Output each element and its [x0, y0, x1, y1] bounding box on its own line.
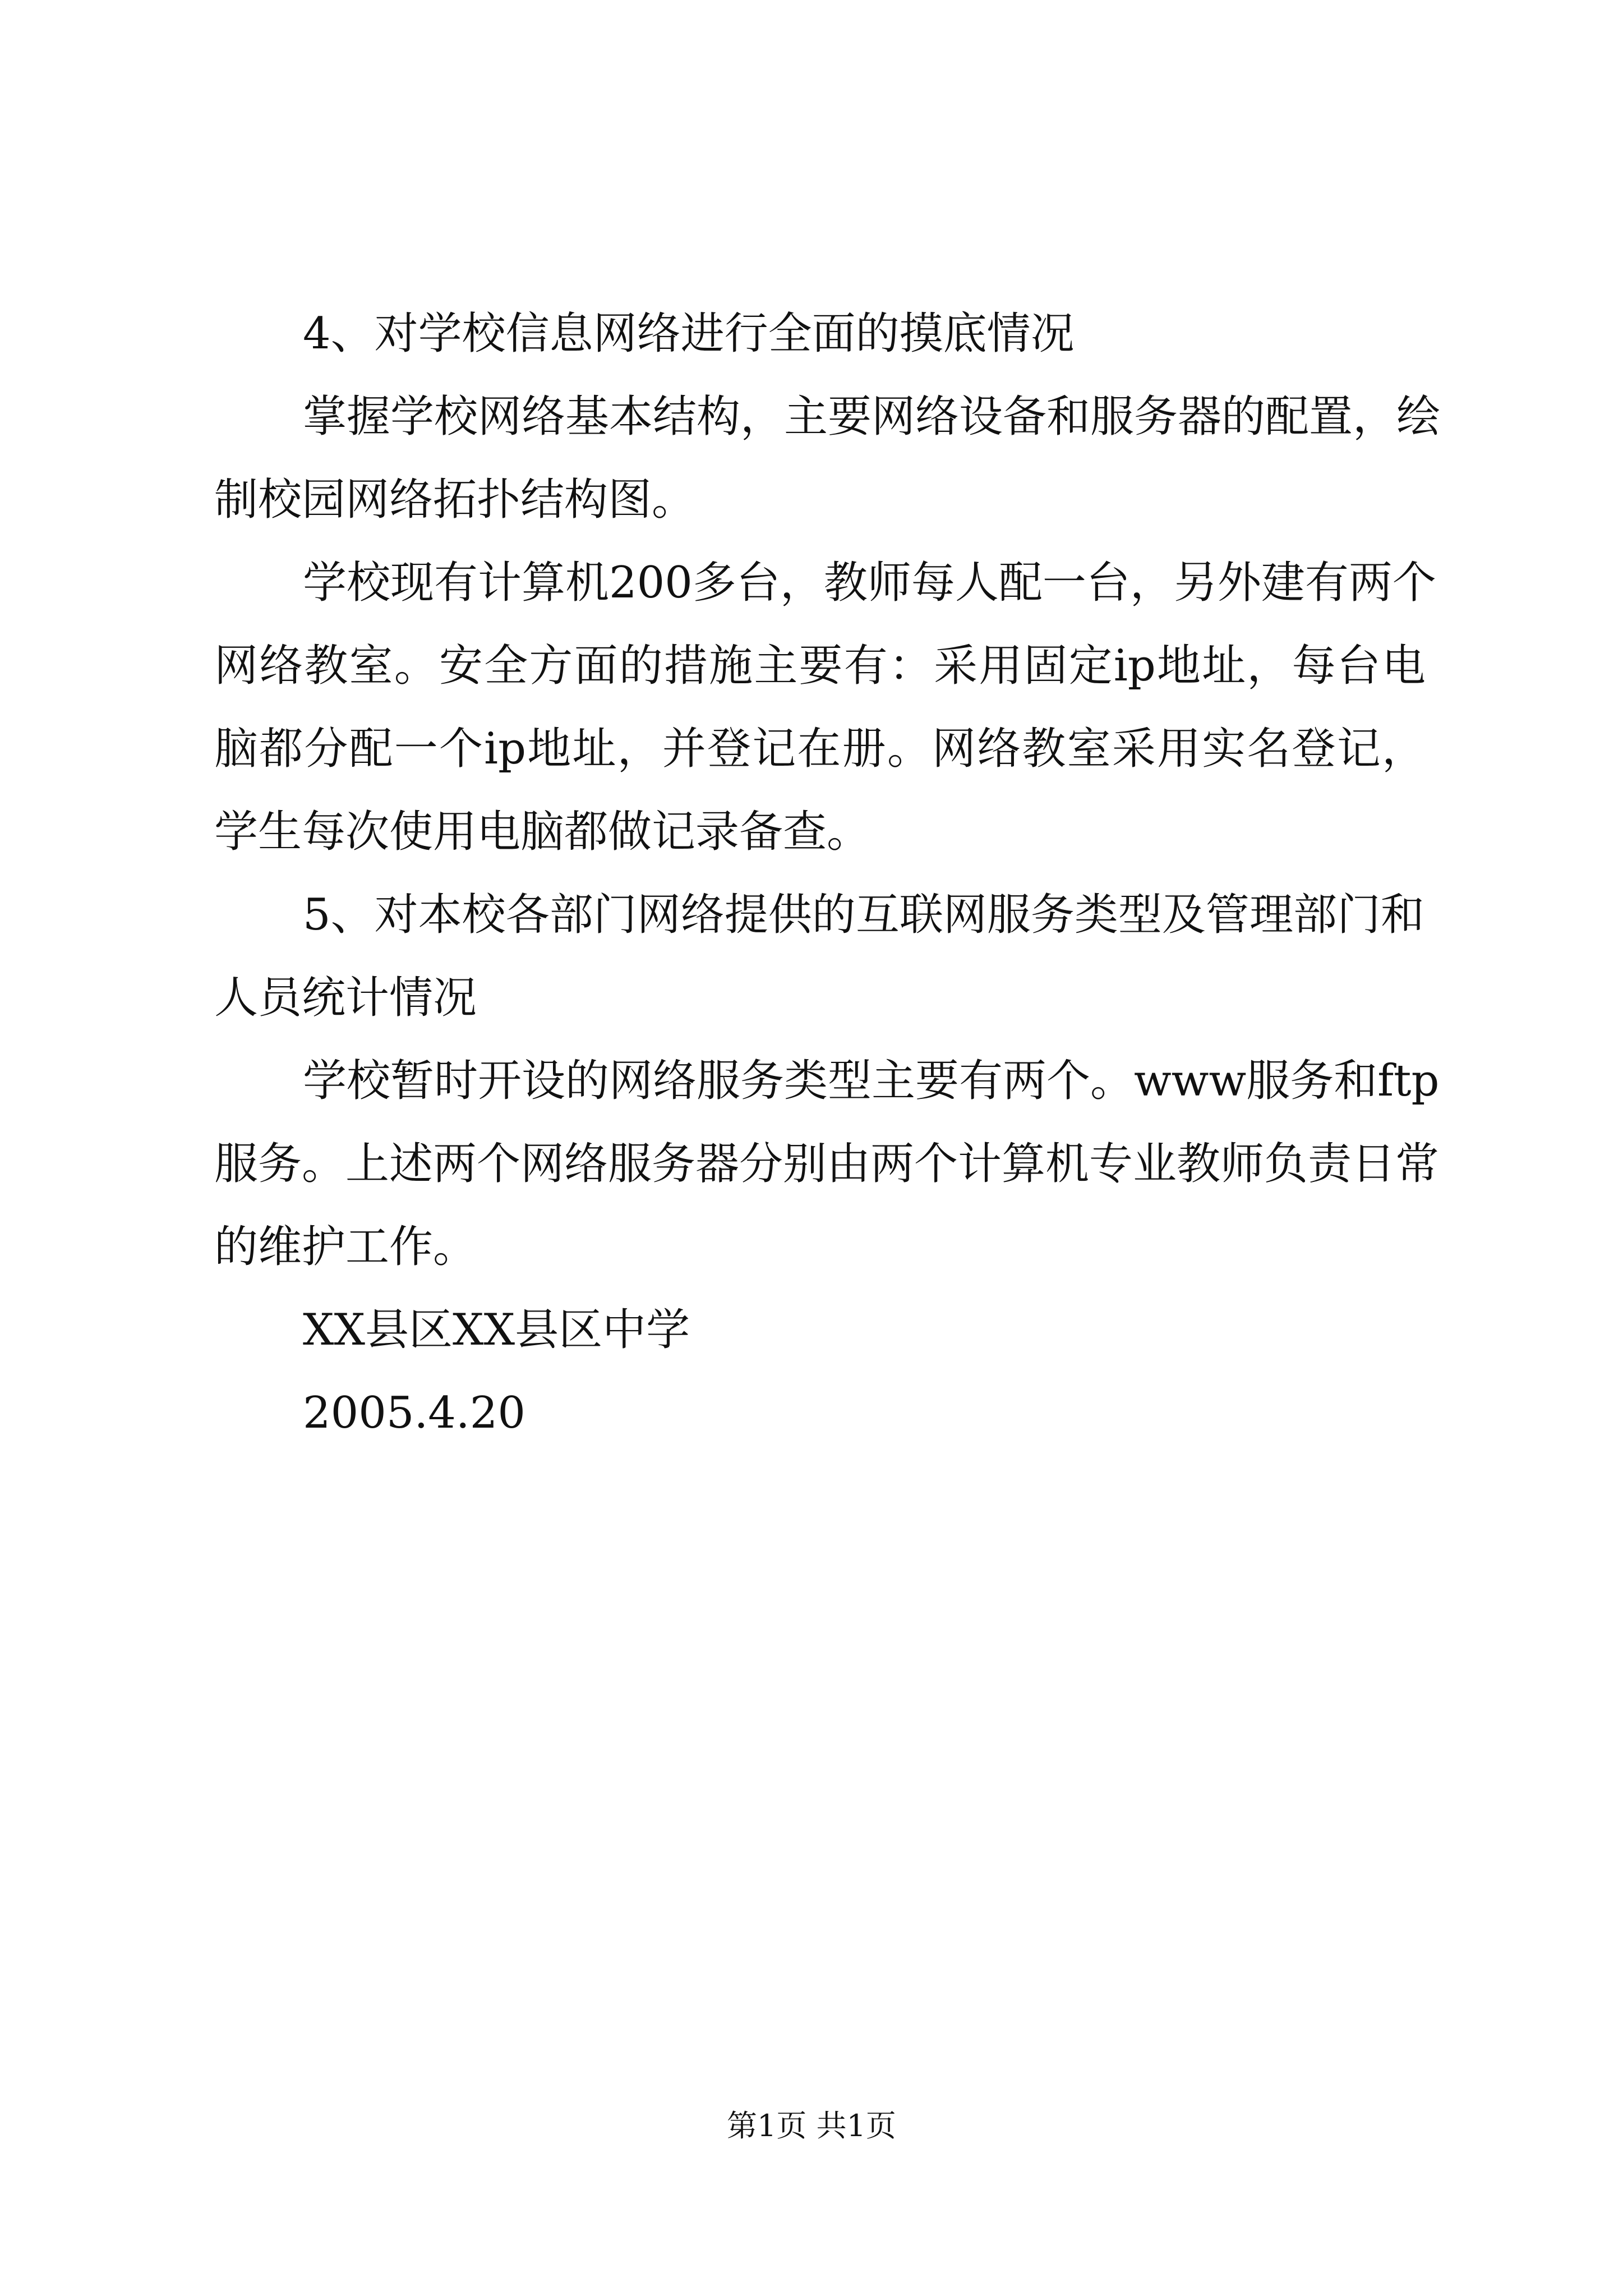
paragraph-line: 脑都分配一个ip地址，并登记在册。网络教室采用实名登记， [214, 724, 1426, 774]
paragraph-line: 服务。上述两个网络服务器分别由两个计算机专业教师负责日常 [214, 1139, 1440, 1189]
paragraph-line: 学生每次使用电脑都做记录备查。 [214, 807, 871, 857]
paragraph-line: 掌握学校网络基本结构，主要网络设备和服务器的配置，绘 [303, 392, 1441, 442]
paragraph-line: 网络教室。安全方面的措施主要有：采用固定ip地址，每台电 [214, 641, 1426, 691]
section-heading-5: 5、对本校各部门网络提供的互联网服务类型及管理部门和 [303, 890, 1424, 940]
paragraph-line: 学校现有计算机200多台，教师每人配一台，另外建有两个 [303, 558, 1436, 608]
signature-date: 2005.4.20 [303, 1388, 525, 1438]
section-heading-5-continued: 人员统计情况 [214, 973, 477, 1023]
paragraph-line: 的维护工作。 [214, 1222, 477, 1272]
section-heading-4: 4、对学校信息网络进行全面的摸底情况 [303, 309, 1075, 359]
paragraph-line: 制校园网络拓扑结构图。 [214, 475, 696, 525]
page-footer: 第1页 共1页 [727, 2108, 896, 2143]
paragraph-line: 学校暂时开设的网络服务类型主要有两个。www服务和ftp [303, 1056, 1440, 1106]
signature-organization: XX县区XX县区中学 [303, 1305, 690, 1355]
